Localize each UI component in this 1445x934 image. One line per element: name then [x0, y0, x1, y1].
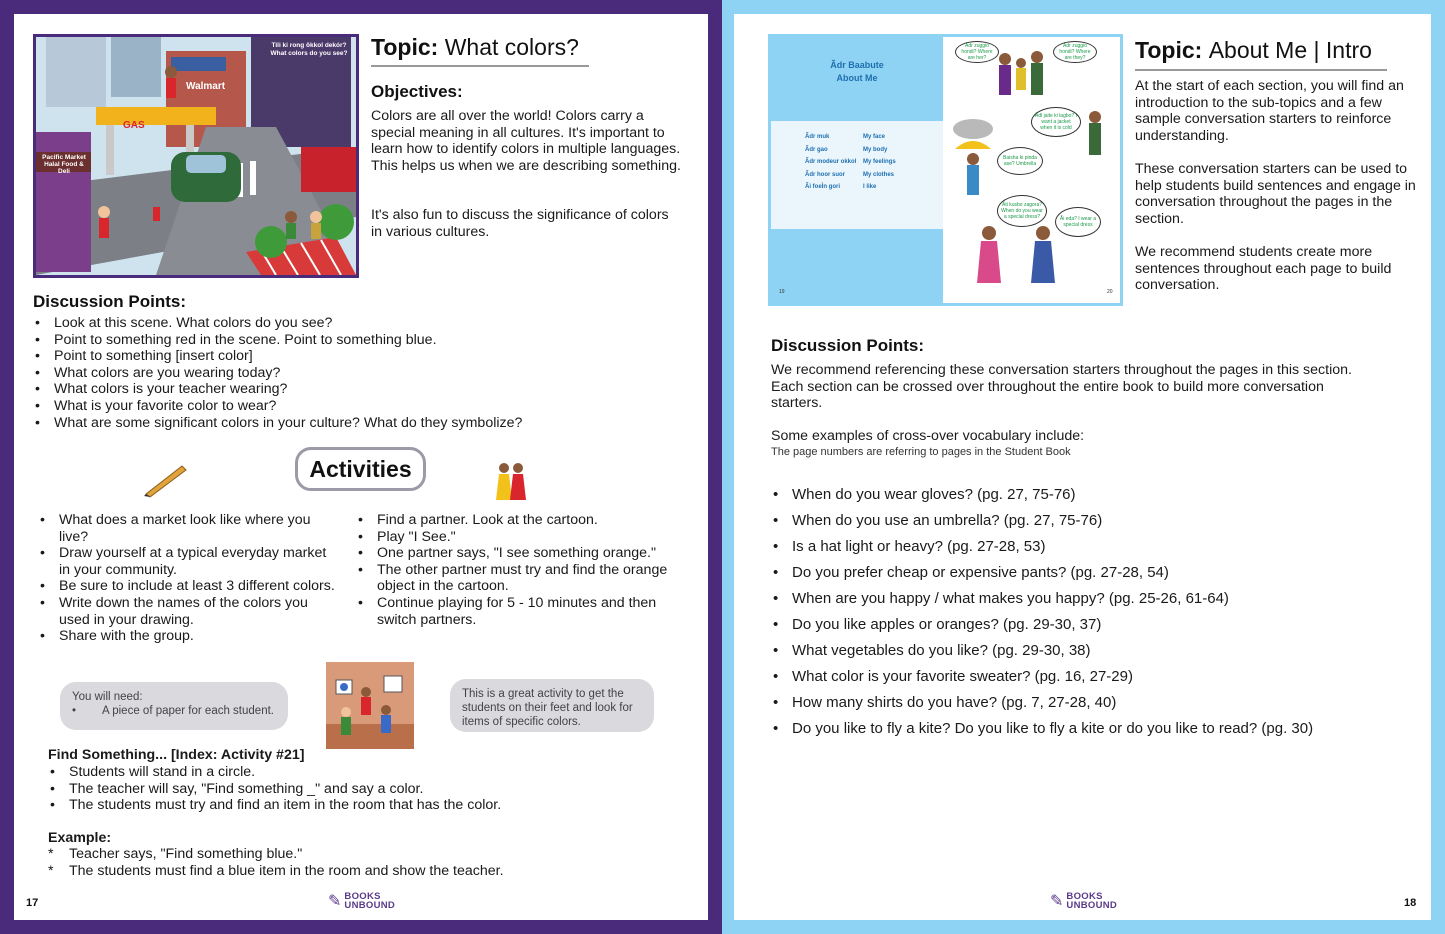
objectives-text-1: Colors are all over the world! Colors carry a special meaning in all cultures. It's important to learn how to identify colors in multiple languages. This helps us when we are describing something. [371, 108, 681, 174]
you-will-need-item [72, 704, 276, 718]
market-sign [38, 154, 90, 175]
pencil-icon [142, 462, 190, 498]
vocab-right: I like [863, 184, 877, 190]
list-item: • One partner says, "I see something orange." [356, 545, 686, 562]
list-item: • When do you wear gloves? (pg. 27, 75-76) [771, 482, 1421, 508]
list-item: • The students must try and find an item in the room that has the color. [48, 797, 688, 814]
topic-label: Topic: [1135, 37, 1203, 63]
list-item: • Do you like to fly a kite? Do you like to fly a kite or do you like to read? (pg. 30) [771, 716, 1421, 742]
book-preview-title-line2: About Me [836, 73, 878, 83]
discussion-list [33, 315, 693, 431]
scene-question-line2: What colors do you see? [270, 50, 348, 57]
vocab-right: My body [863, 146, 888, 153]
book-logo-icon: ✎ [328, 893, 342, 910]
vocab-row [805, 156, 943, 169]
vocab-right: My clothes [863, 171, 895, 178]
book-preview-page-left: 19 [779, 289, 785, 295]
speech-bubble: Ãdr zuggio hondi? Where are they? [1053, 41, 1097, 63]
list-item: • What vegetables do you like? (pg. 29-30, 38) [771, 638, 1421, 664]
logo-line1: BOOKS [344, 891, 381, 902]
book-preview-right-page [943, 37, 1120, 303]
objectives-heading: Objectives: [371, 82, 463, 101]
vocab-left: Ãdr modeur okkol [805, 159, 857, 165]
list-item: • When do you use an umbrella? (pg. 27, 75-76) [771, 508, 1421, 534]
crossover-note: The page numbers are referring to pages in the Student Book [771, 446, 1071, 458]
book-preview-vocab [771, 121, 943, 229]
example-list [48, 846, 688, 879]
book-preview-left-page [771, 37, 943, 303]
list-item: • Point to something red in the scene. Point to something blue. [33, 332, 693, 349]
find-something-heading: Find Something... [Index: Activity #21] [48, 747, 305, 763]
classroom-illustration [326, 662, 414, 749]
vocab-row [805, 131, 943, 144]
left-topic-title [371, 34, 579, 61]
list-item: • When are you happy / what makes you happy? (pg. 25-26, 61-64) [771, 586, 1421, 612]
vocab-left: Ãdr muk [805, 134, 830, 140]
vocab-row [805, 144, 943, 157]
you-will-need-text: A piece of paper for each student. [102, 705, 274, 717]
vocab-right: My face [863, 134, 886, 140]
vocab-right: My feelings [863, 159, 896, 165]
objectives-text-2: It's also fun to discuss the significance of colors in various cultures. [371, 207, 669, 240]
left-page [0, 0, 722, 934]
find-something-list [48, 764, 688, 814]
list-item: • What color is your favorite sweater? (pg. 16, 27-29) [771, 664, 1421, 690]
list-item: * Teacher says, "Find something blue." [48, 846, 688, 863]
market-sign-name: Pacific Market [42, 154, 86, 161]
you-will-need-note [60, 682, 288, 730]
activities-left-list [38, 512, 338, 645]
list-item: • What does a market look like where you live? [38, 512, 338, 545]
list-item: • Draw yourself at a typical everyday market in your community. [38, 545, 338, 578]
vocab-row [805, 181, 943, 194]
right-topic-title [1135, 37, 1372, 64]
logo-line2: UNBOUND [1066, 900, 1118, 911]
list-item: • What colors is your teacher wearing? [33, 381, 693, 398]
speech-bubble: Ãdr zuggio hondi? Where are her? [955, 41, 999, 63]
page-number: 18 [1404, 897, 1417, 909]
gas-sign: GAS [123, 120, 145, 131]
book-preview-title [771, 59, 943, 85]
book-preview-title-line1: Ãdr Baabute [830, 60, 884, 70]
topic-underline [371, 65, 589, 67]
list-item: • What colors are you wearing today? [33, 365, 693, 382]
discussion-heading: Discussion Points: [771, 336, 925, 355]
vocab-left: Ãdr gao [805, 146, 828, 153]
store-sign: Walmart [186, 81, 226, 92]
book-logo-icon: ✎ [1050, 893, 1064, 910]
book-preview-image [768, 34, 1123, 306]
list-item: • The teacher will say, "Find something _" and say a color. [48, 781, 688, 798]
speech-bubble: Baisha ki pinda ase? Umbrella [997, 147, 1043, 175]
vocab-row [805, 169, 943, 182]
activities-right-list [356, 512, 686, 628]
vocab-left: Ãi foeÌn gori [805, 184, 840, 190]
list-item: • Do you like apples or oranges? (pg. 29-30, 37) [771, 612, 1421, 638]
book-preview-page-right: 20 [1107, 289, 1113, 295]
scene-question [264, 42, 354, 58]
you-will-need-label: You will need: [72, 691, 143, 703]
books-unbound-logo [328, 891, 395, 911]
market-scene-illustration [33, 34, 359, 278]
list-item: • Find a partner. Look at the cartoon. [356, 512, 686, 529]
list-item: • Students will stand in a circle. [48, 764, 688, 781]
list-item: • Share with the group. [38, 628, 338, 645]
list-item: • The other partner must try and find the orange object in the cartoon. [356, 562, 686, 595]
list-item: • Do you prefer cheap or expensive pants? (pg. 27-28, 54) [771, 560, 1421, 586]
left-page-content [14, 14, 708, 920]
vocab-left: Ãdr hoor suor [805, 171, 845, 178]
list-item: • Look at this scene. What colors do you see? [33, 315, 693, 332]
right-page [722, 0, 1445, 934]
questions-list [771, 482, 1421, 742]
logo-text [1066, 892, 1117, 910]
topic-value: About Me | Intro [1208, 37, 1372, 63]
market-sign-sub: Halal Food & Deli [44, 161, 84, 175]
logo-text [344, 892, 395, 910]
speech-bubble: Ãdl jaite ki lagbo? I want a jacket when it is cold [1031, 107, 1081, 137]
topic-label: Topic: [371, 34, 439, 60]
list-item: • What is your favorite color to wear? [33, 398, 693, 415]
two-girls-icon [494, 460, 528, 504]
discussion-text: We recommend referencing these conversation starters throughout the pages in this section. Each section can be crossed over throughout the entire book to build more conversation starters. [771, 362, 1352, 412]
example-heading: Example: [48, 830, 112, 846]
list-item: • What are some significant colors in your culture? What do they symbolize? [33, 415, 693, 432]
books-unbound-logo [1050, 891, 1117, 911]
page-number: 17 [26, 897, 39, 909]
topic-value: What colors? [444, 34, 579, 60]
logo-line2: UNBOUND [344, 900, 396, 911]
list-item: • Is a hat light or heavy? (pg. 27-28, 53) [771, 534, 1421, 560]
crossover-text: Some examples of cross-over vocabulary include: [771, 428, 1085, 444]
list-item: • Be sure to include at least 3 different colors. [38, 578, 338, 595]
speech-bubble: Ãi eda? I wear a special dress [1055, 207, 1101, 237]
list-item: • Play "I See." [356, 529, 686, 546]
activities-label: Activities [295, 447, 426, 491]
topic-underline [1135, 69, 1387, 71]
list-item: • How many shirts do you have? (pg. 7, 27-28, 40) [771, 690, 1421, 716]
right-page-content [734, 14, 1431, 920]
intro-text-1: At the start of each section, you will find an introduction to the sub-topics and a few sample conversation starters to reinforce understanding. [1135, 78, 1404, 144]
intro-text-3: We recommend students create more sentences throughout each page to build conversation. [1135, 244, 1392, 294]
list-item: • Continue playing for 5 - 10 minutes and then switch partners. [356, 595, 686, 628]
list-item: * The students must find a blue item in the room and show the teacher. [48, 863, 688, 880]
logo-line1: BOOKS [1066, 891, 1103, 902]
discussion-heading: Discussion Points: [33, 292, 187, 311]
scene-question-line1: Tili ki rong ôkkol dekór? [271, 42, 347, 49]
list-item: • Write down the names of the colors you used in your drawing. [38, 595, 338, 628]
great-activity-note: This is a great activity to get the students on their feet and look for items of specific colors. [450, 679, 654, 732]
list-item: • Point to something [insert color] [33, 348, 693, 365]
intro-text-2: These conversation starters can be used to help students build sentences and engage in conversation throughout the pages in the section. [1135, 161, 1416, 227]
bullet: • [72, 705, 77, 717]
speech-bubble: Ãti kusbo zagora? When do you wear a special dress? [997, 195, 1047, 227]
